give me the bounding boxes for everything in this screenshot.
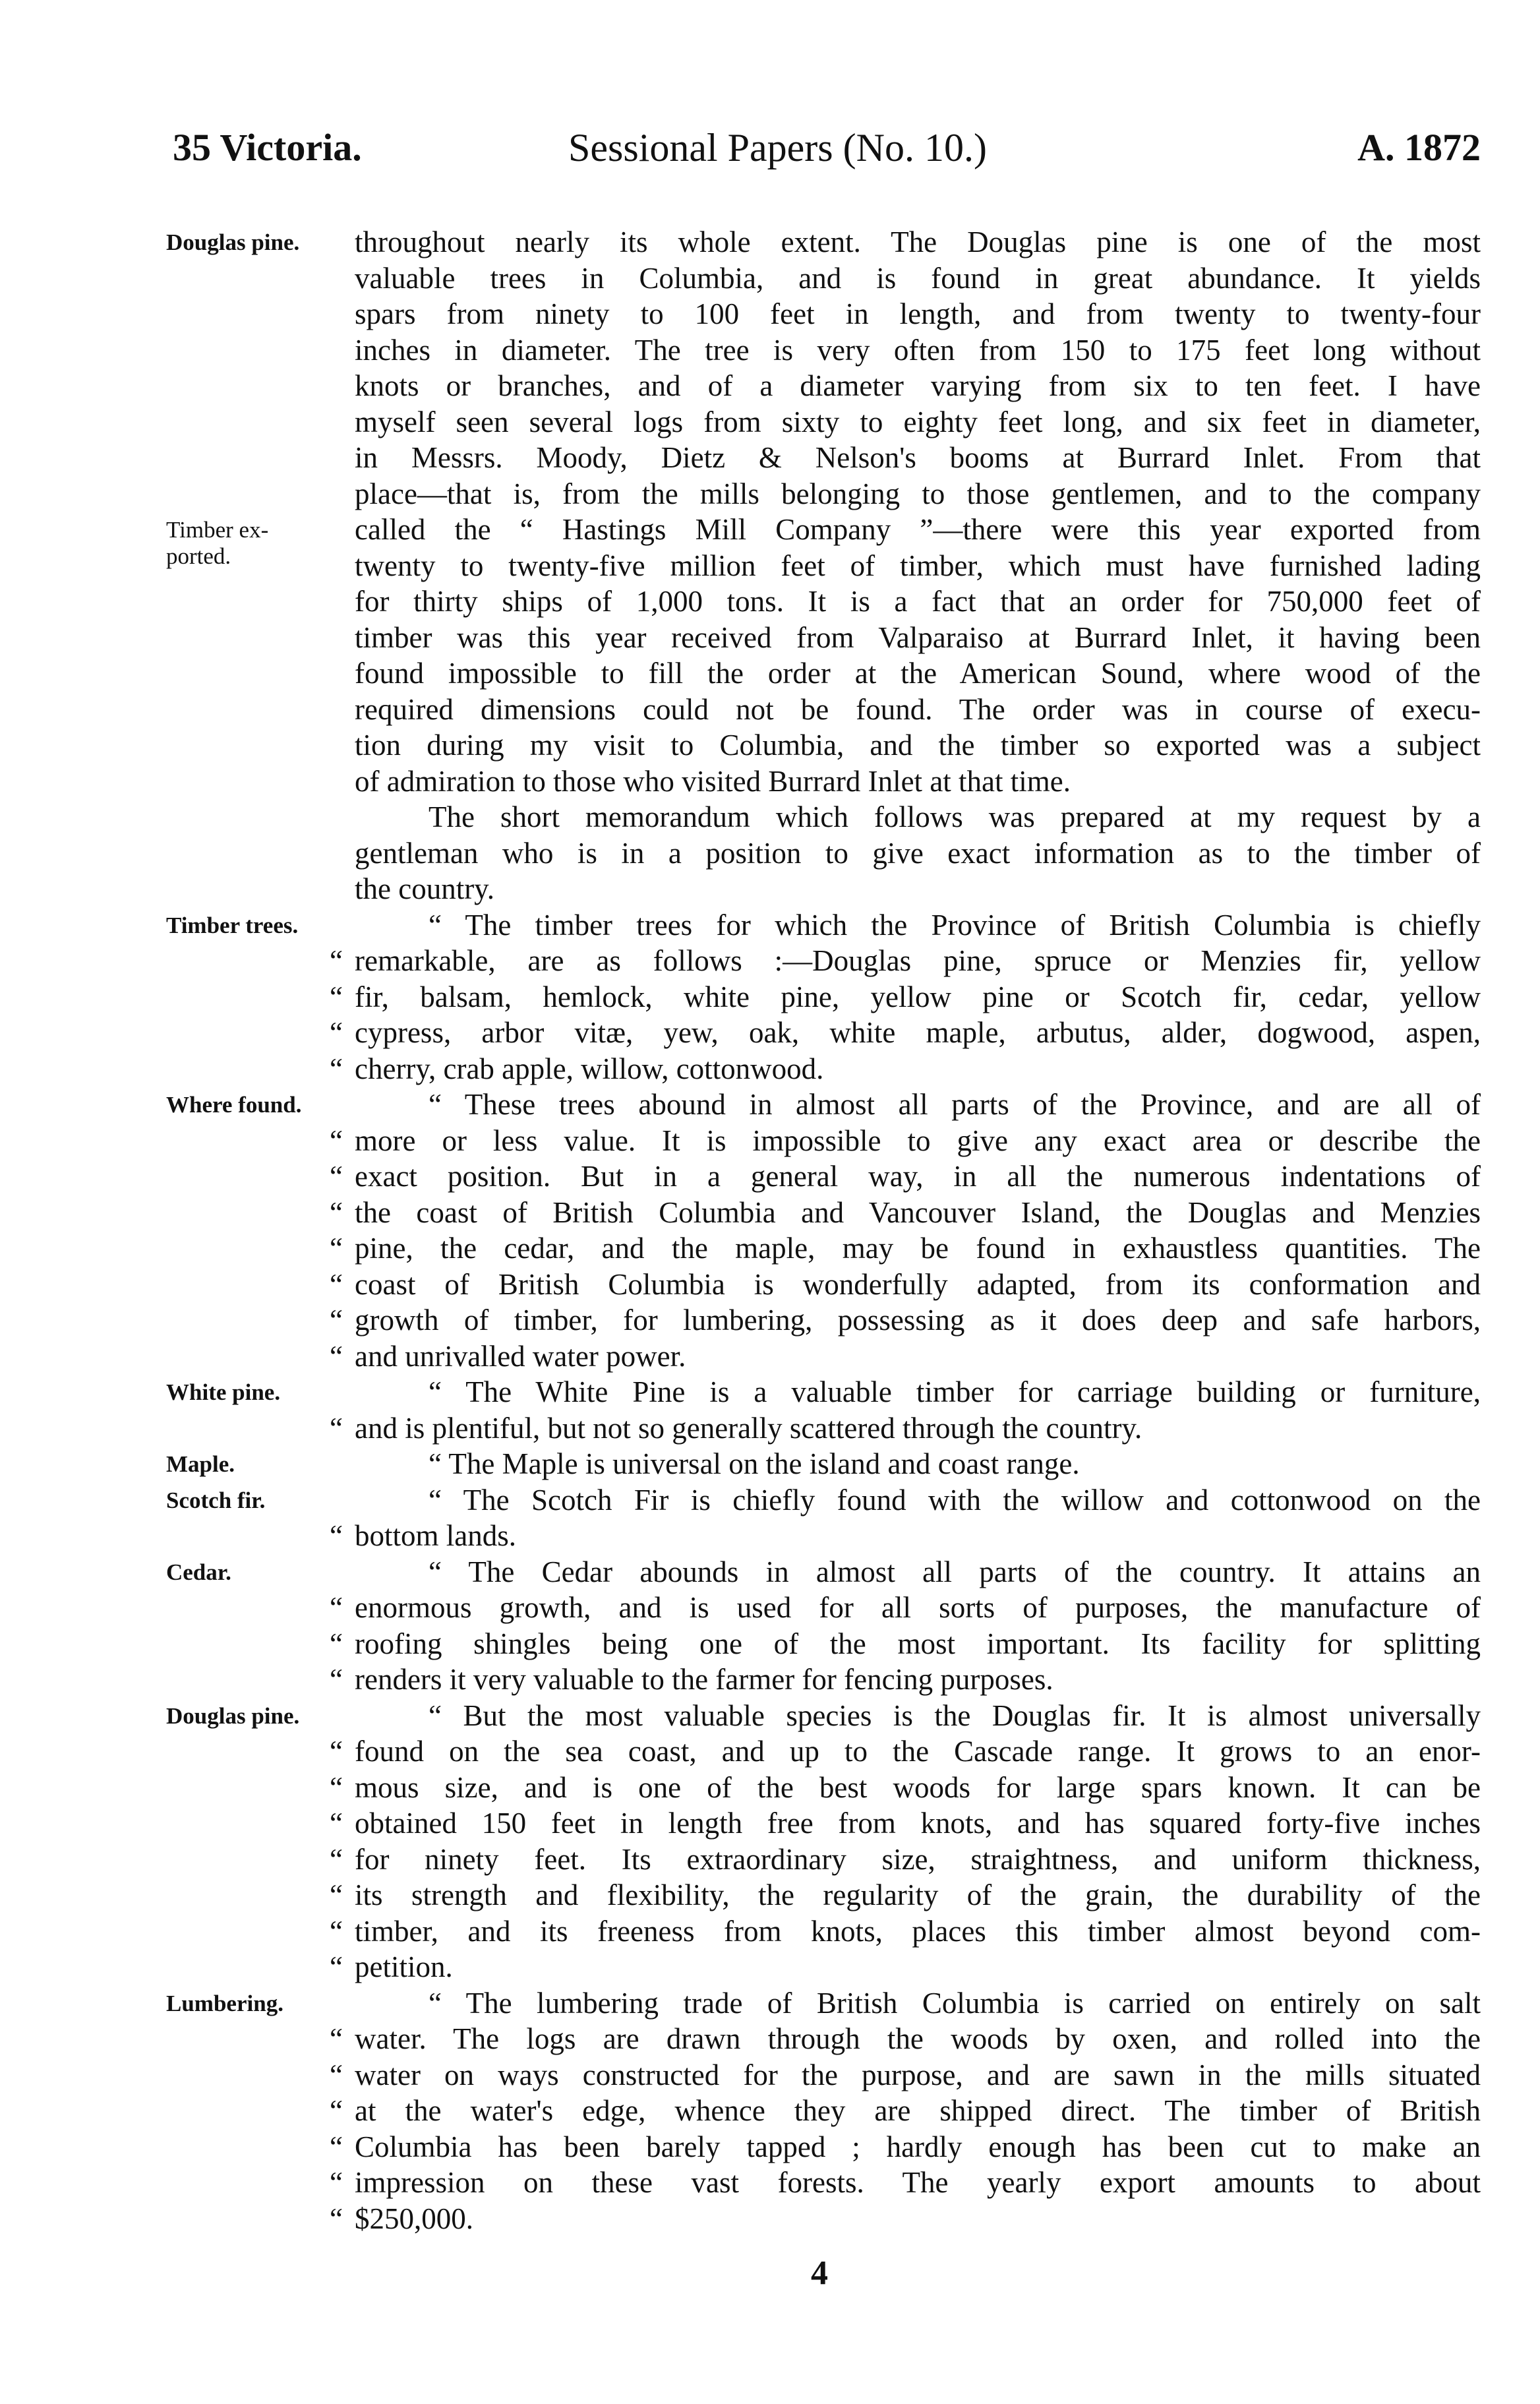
line-text: found impossible to fill the order at the American Sound, where wood of the — [355, 657, 1481, 690]
line-text: obtained 150 feet in length free from knots, and has squared forty-five inches — [355, 1807, 1481, 1840]
line-text: “ The Scotch Fir is chiefly found with the willow and cottonwood on the — [429, 1483, 1481, 1517]
text-line — [355, 224, 1481, 260]
text-line — [355, 512, 1481, 548]
running-header — [173, 125, 1481, 178]
line-text: at the water's edge, whence they are shipped direct. The timber of British — [355, 2094, 1481, 2127]
quote-mark: “ — [330, 2022, 343, 2055]
line-text: twenty to twenty-five million feet of timber, which must have furnished lading — [355, 549, 1481, 582]
text-line — [330, 2057, 1481, 2093]
line-text: in Messrs. Moody, Dietz & Nelson's booms at Burrard Inlet. From that — [355, 441, 1481, 474]
text-line — [330, 1518, 1481, 1554]
line-text: “ But the most valuable species is the Douglas fir. It is almost universally — [429, 1698, 1481, 1732]
text-line — [330, 1338, 1481, 1375]
text-line — [330, 1158, 1481, 1195]
quote-mark: “ — [330, 1842, 343, 1876]
line-text: exact position. But in a general way, in all the numerous indentations of — [355, 1160, 1481, 1193]
quote-mark: “ — [330, 2130, 343, 2163]
page-number: 4 — [811, 2254, 828, 2292]
line-text: valuable trees in Columbia, and is found in great abundance. It yields — [355, 261, 1481, 295]
text-line — [355, 907, 1481, 944]
text-line — [330, 2201, 1481, 2237]
marginal-note: Maple. — [166, 1451, 235, 1477]
quote-mark: “ — [330, 1232, 343, 1265]
paragraph — [0, 1087, 1540, 1374]
text-line — [330, 2165, 1481, 2201]
paragraph — [0, 907, 1540, 1087]
line-text: “ The lumbering trade of British Columbia is carried on entirely on salt — [429, 1986, 1481, 2020]
text-line — [355, 260, 1481, 297]
line-text: The short memorandum which follows was prepared at my request by a — [429, 800, 1481, 833]
line-text: “ The White Pine is a valuable timber for carriage building or furniture, — [429, 1375, 1481, 1408]
quote-mark: “ — [330, 1735, 343, 1768]
body-text — [0, 224, 1540, 2237]
line-text: for thirty ships of 1,000 tons. It is a fact that an order for 750,000 feet of — [355, 585, 1481, 618]
line-text: myself seen several logs from sixty to eighty feet long, and six feet in diameter, — [355, 405, 1481, 438]
text-line — [355, 1985, 1481, 2022]
line-text: roofing shingles being one of the most important. Its facility for splitting — [355, 1627, 1481, 1660]
line-text: growth of timber, for lumbering, possessing as it does deep and safe harbors, — [355, 1304, 1481, 1337]
text-line — [355, 1698, 1481, 1734]
quote-mark: “ — [330, 944, 343, 977]
marginal-note: White pine. — [166, 1379, 281, 1405]
text-line — [355, 620, 1481, 656]
marginal-note: Scotch fir. — [166, 1487, 266, 1513]
line-text: water. The logs are drawn through the woods by oxen, and rolled into the — [355, 2022, 1481, 2055]
text-line — [355, 692, 1481, 728]
paragraph — [0, 1482, 1540, 1554]
line-text: its strength and flexibility, the regularity of the grain, the durability of the — [355, 1878, 1481, 1911]
marginal-note-line: ported. — [166, 543, 231, 569]
text-line — [355, 655, 1481, 692]
paragraph — [0, 1374, 1540, 1446]
text-line — [355, 476, 1481, 512]
quote-mark: “ — [330, 1663, 343, 1696]
line-text: impression on these vast forests. The yearly export amounts to about — [355, 2166, 1481, 2199]
line-text: “ These trees abound in almost all parts of the Province, and are all of — [429, 1088, 1481, 1121]
line-text: Columbia has been barely tapped ; hardly enough has been cut to make an — [355, 2130, 1481, 2163]
text-line — [330, 1913, 1481, 1950]
marginal-note-timber-exported — [166, 517, 338, 570]
quote-mark: “ — [330, 980, 343, 1013]
line-text: mous size, and is one of the best woods for large spars known. It can be — [355, 1770, 1481, 1804]
quote-mark: “ — [330, 1052, 343, 1085]
line-text: more or less value. It is impossible to give any exact area or describe the — [355, 1124, 1481, 1157]
text-line — [355, 764, 1481, 800]
quote-mark: “ — [330, 1807, 343, 1840]
line-text: pine, the cedar, and the maple, may be found in exhaustless quantities. The — [355, 1232, 1481, 1265]
line-text: found on the sea coast, and up to the Cascade range. It grows to an enor- — [355, 1735, 1481, 1768]
line-text: the coast of British Columbia and Vancouver Island, the Douglas and Menzies — [355, 1195, 1481, 1229]
quote-mark: “ — [330, 2094, 343, 2127]
text-line — [330, 1949, 1481, 1985]
text-line — [355, 368, 1481, 404]
quote-mark: “ — [330, 1950, 343, 1983]
text-line — [355, 1482, 1481, 1518]
paragraph — [0, 1446, 1540, 1482]
text-line — [330, 1123, 1481, 1159]
quote-mark: “ — [330, 1124, 343, 1157]
text-line — [330, 1051, 1481, 1087]
marginal-note: Douglas pine. — [166, 229, 300, 255]
quote-mark: “ — [330, 2166, 343, 2199]
line-text: “ The Maple is universal on the island and coast range. — [429, 1447, 1080, 1480]
text-line — [355, 835, 1481, 872]
text-line — [355, 1374, 1481, 1410]
quote-mark: “ — [330, 1591, 343, 1624]
quote-mark: “ — [330, 1519, 343, 1552]
text-line — [330, 943, 1481, 979]
text-line — [330, 1842, 1481, 1878]
text-line — [355, 1446, 1481, 1482]
text-line — [355, 332, 1481, 369]
line-text: bottom lands. — [355, 1519, 516, 1552]
text-line — [330, 1015, 1481, 1051]
text-line — [355, 799, 1481, 835]
line-text: required dimensions could not be found. The order was in course of execu- — [355, 692, 1481, 726]
text-line — [330, 979, 1481, 1015]
line-text: renders it very valuable to the farmer for fencing purposes. — [355, 1663, 1053, 1696]
text-line — [330, 1733, 1481, 1770]
line-text: and unrivalled water power. — [355, 1339, 686, 1373]
line-text: for ninety feet. Its extraordinary size, straightness, and uniform thickness, — [355, 1842, 1481, 1876]
paragraph — [0, 1985, 1540, 2237]
quote-mark: “ — [330, 1267, 343, 1301]
marginal-note: Timber trees. — [166, 912, 299, 938]
quote-mark: “ — [330, 1411, 343, 1445]
line-text: tion during my visit to Columbia, and the timber so exported was a subject — [355, 729, 1481, 762]
line-text: the country. — [355, 872, 495, 905]
line-text: and is plentiful, but not so generally scattered through the country. — [355, 1411, 1142, 1445]
text-line — [355, 584, 1481, 620]
line-text: timber, and its freeness from knots, places this timber almost beyond com- — [355, 1914, 1481, 1948]
line-text: “ The Cedar abounds in almost all parts of the country. It attains an — [429, 1555, 1481, 1588]
text-line — [330, 2093, 1481, 2129]
text-line — [330, 1590, 1481, 1626]
text-line — [330, 1267, 1481, 1303]
text-line — [355, 548, 1481, 584]
line-text: water on ways constructed for the purpose, and are sawn in the mills situated — [355, 2058, 1481, 2091]
line-text: coast of British Columbia is wonderfully adapted, from its conformation and — [355, 1267, 1481, 1301]
text-line — [355, 871, 1481, 907]
quote-mark: “ — [330, 2202, 343, 2235]
quote-mark: “ — [330, 1627, 343, 1660]
line-text: “ The timber trees for which the Province of British Columbia is chiefly — [429, 908, 1481, 942]
line-text: gentleman who is in a position to give exact information as to the timber of — [355, 836, 1481, 870]
text-line — [355, 296, 1481, 332]
paragraph — [0, 1554, 1540, 1698]
line-text: of admiration to those who visited Burrard Inlet at that time. — [355, 764, 1071, 798]
paragraph — [0, 224, 1540, 799]
text-line — [330, 1626, 1481, 1662]
line-text: throughout nearly its whole extent. The Douglas pine is one of the most — [355, 225, 1481, 258]
text-line — [330, 1877, 1481, 1913]
text-line — [330, 2129, 1481, 2165]
text-line — [355, 727, 1481, 764]
quote-mark: “ — [330, 1304, 343, 1337]
header-session: 35 Victoria. — [173, 126, 362, 169]
marginal-note: Cedar. — [166, 1559, 231, 1585]
quote-mark: “ — [330, 1160, 343, 1193]
text-line — [330, 1230, 1481, 1267]
text-line — [355, 404, 1481, 440]
text-line — [330, 2021, 1481, 2057]
quote-mark: “ — [330, 1339, 343, 1373]
header-title: Sessional Papers (No. 10.) — [568, 126, 987, 169]
line-text: spars from ninety to 100 feet in length, and from twenty to twenty-four — [355, 297, 1481, 330]
marginal-note: Lumbering. — [166, 1990, 283, 2016]
line-text: called the “ Hastings Mill Company ”—there were this year exported from — [355, 513, 1481, 546]
line-text: petition. — [355, 1950, 453, 1983]
line-text: timber was this year received from Valparaiso at Burrard Inlet, it having been — [355, 620, 1481, 654]
line-text: remarkable, are as follows :—Douglas pine, spruce or Menzies fir, yellow — [355, 944, 1481, 977]
marginal-note-line: Timber ex- — [166, 517, 269, 543]
line-text: fir, balsam, hemlock, white pine, yellow pine or Scotch fir, cedar, yellow — [355, 980, 1481, 1013]
paragraph — [0, 799, 1540, 907]
quote-mark: “ — [330, 1770, 343, 1804]
line-text: inches in diameter. The tree is very often from 150 to 175 feet long without — [355, 333, 1481, 367]
quote-mark: “ — [330, 1195, 343, 1229]
line-text: knots or branches, and of a diameter varying from six to ten feet. I have — [355, 369, 1481, 402]
paragraph — [0, 1698, 1540, 1985]
quote-mark: “ — [330, 1878, 343, 1911]
text-line — [330, 1770, 1481, 1806]
text-line — [330, 1302, 1481, 1338]
text-line — [355, 1554, 1481, 1590]
quote-mark: “ — [330, 1016, 343, 1049]
text-line — [330, 1195, 1481, 1231]
marginal-note: Where found. — [166, 1092, 302, 1118]
line-text: cherry, crab apple, willow, cottonwood. — [355, 1052, 824, 1085]
marginal-note: Douglas pine. — [166, 1702, 300, 1729]
text-line — [330, 1410, 1481, 1447]
text-line — [355, 440, 1481, 476]
text-line — [330, 1805, 1481, 1842]
text-line — [330, 1662, 1481, 1698]
line-text: enormous growth, and is used for all sorts of purposes, the manufacture of — [355, 1591, 1481, 1624]
quote-mark: “ — [330, 1914, 343, 1948]
line-text: place—that is, from the mills belonging to those gentlemen, and to the company — [355, 477, 1481, 510]
quote-mark: “ — [330, 2058, 343, 2091]
text-line — [355, 1087, 1481, 1123]
line-text: $250,000. — [355, 2202, 473, 2235]
header-year: A. 1872 — [1357, 126, 1481, 169]
line-text: cypress, arbor vitæ, yew, oak, white maple, arbutus, alder, dogwood, aspen, — [355, 1016, 1481, 1049]
